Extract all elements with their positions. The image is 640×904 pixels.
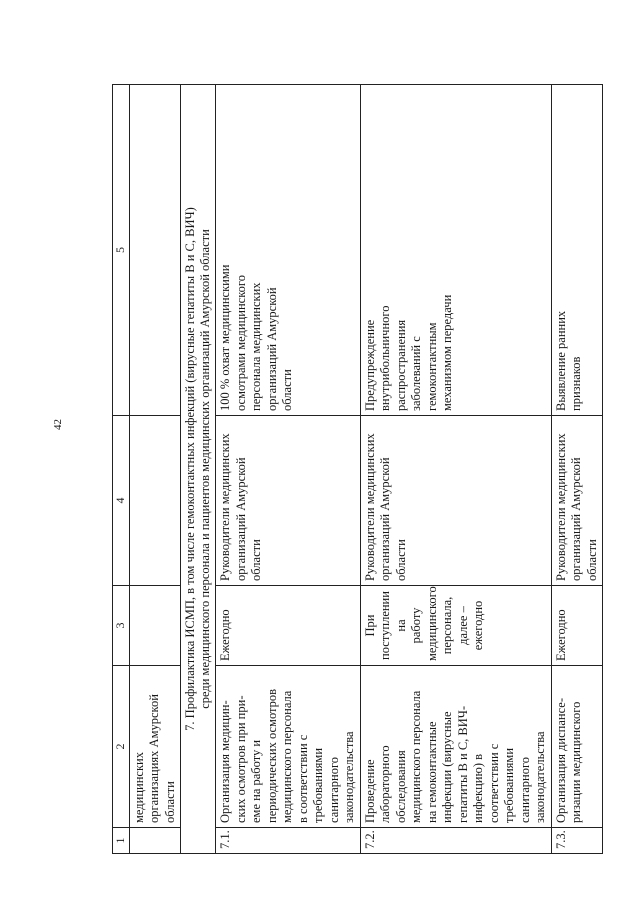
row-number: 7.2. bbox=[360, 828, 551, 854]
rotated-table-page bbox=[112, 84, 599, 854]
result-cell: Выявление ранних признаков bbox=[551, 85, 603, 416]
header-col-1: 1 bbox=[113, 828, 130, 854]
row-number: 7.1. bbox=[216, 828, 361, 854]
section-heading-row bbox=[181, 85, 216, 854]
header-col-4: 4 bbox=[113, 416, 130, 586]
responsible-cell: Руководители медицинских организаций Амурской области bbox=[551, 416, 603, 586]
section-heading: 7. Профилактика ИСМП, в том числе гемоконтактных инфекций (вирусные гепатиты В и С, ВИЧ) среди медицинского персонала и пациентов медицинских организаций Амурской области bbox=[181, 85, 216, 854]
result-cell: Предупреждение внутрибольничного распространения заболеваний с гемоконтактным механизмом передачи bbox=[360, 85, 551, 416]
table-header-row bbox=[113, 85, 130, 854]
header-col-5: 5 bbox=[113, 85, 130, 416]
term-cell: Ежегодно bbox=[551, 586, 603, 666]
header-col-3: 3 bbox=[113, 586, 130, 666]
page-number: 42 bbox=[52, 419, 64, 430]
responsible-cell: Руководители медицинских организаций Амурской области bbox=[216, 416, 361, 586]
continuation-cell: медицинских организациях Амурской области bbox=[129, 666, 181, 828]
measure-cell: Организация диспансе- ризации медицинского bbox=[551, 666, 603, 828]
measures-table bbox=[112, 84, 603, 854]
row-number: 7.3. bbox=[551, 828, 603, 854]
term-cell: При поступлении на работу медицинского персонала, далее – ежегодно bbox=[360, 586, 551, 666]
term-cell: Ежегодно bbox=[216, 586, 361, 666]
table-row bbox=[551, 85, 603, 854]
table-row bbox=[216, 85, 361, 854]
continuation-row bbox=[129, 85, 181, 854]
measure-cell: Организация медицин- ских осмотров при при- еме на работу и периодических осмотров медицинского персонала в соответствии с требованиями санитарного законодательства bbox=[216, 666, 361, 828]
measure-cell: Проведение лабораторного обследования медицинского персонала на гемоконтактные инфекции (вирусные гепатиты В и С, ВИЧ- инфекцию) в соответствии с требованиями санитарного законодательства bbox=[360, 666, 551, 828]
table-row bbox=[360, 85, 551, 854]
header-col-2: 2 bbox=[113, 666, 130, 828]
result-cell: 100 % охват медицинскими осмотрами медицинского персонала медицинских организаций Амурской области bbox=[216, 85, 361, 416]
responsible-cell: Руководители медицинских организаций Амурской области bbox=[360, 416, 551, 586]
